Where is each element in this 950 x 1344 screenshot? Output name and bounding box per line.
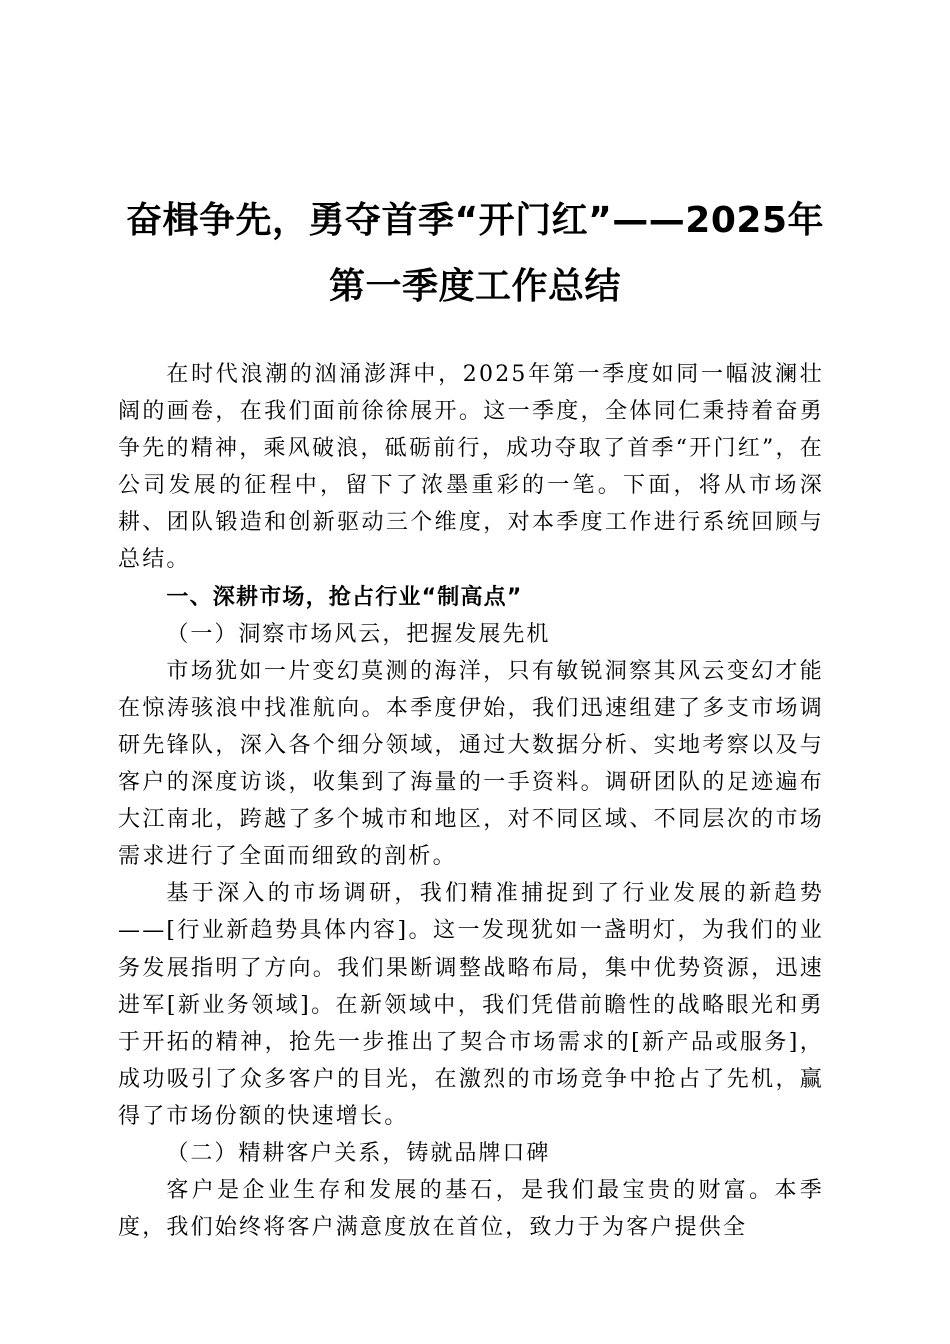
body-paragraph: 客户是企业生存和发展的基石，是我们最宝贵的财富。本季度，我们始终将客户满意度放在首位，致力于为客户提供全 xyxy=(118,1178,824,1241)
document-body xyxy=(118,356,824,1246)
intro-paragraph: 在时代浪潮的汹涌澎湃中，2025年第一季度如同一幅波澜壮阔的画卷，在我们面前徐徐展开。这一季度，全体同仁秉持着奋勇争先的精神，乘风破浪，砥砺前行，成功夺取了首季“开门红”，在公司发展的征程中，留下了浓墨重彩的一笔。下面，将从市场深耕、团队锻造和创新驱动三个维度，对本季度工作进行系统回顾与总结。 xyxy=(118,362,824,573)
body-paragraph: 市场犹如一片变幻莫测的海洋，只有敏锐洞察其风云变幻才能在惊涛骇浪中找准航向。本季度伊始，我们迅速组建了多支市场调研先锋队，深入各个细分领域，通过大数据分析、实地考察以及与客户的深度访谈，收集到了海量的一手资料。调研团队的足迹遍布大江南北，跨越了多个城市和地区，对不同区域、不同层次的市场需求进行了全面而细致的剖析。 xyxy=(118,658,824,870)
body-paragraph: 基于深入的市场调研，我们精准捕捉到了行业发展的新趋势——[行业新趋势具体内容]。这一发现犹如一盏明灯，为我们的业务发展指明了方向。我们果断调整战略布局，集中优势资源，迅速进军[新业务领域]。在新领域中，我们凭借前瞻性的战略眼光和勇于开拓的精神，抢先一步推出了契合市场需求的[新产品或服务]，成功吸引了众多客户的目光，在激烈的市场竞争中抢占了先机，赢得了市场份额的快速增长。 xyxy=(118,881,824,1129)
subsection-heading: （二）精耕客户关系，铸就品牌口碑 xyxy=(166,1140,551,1166)
document-title-line-2: 第一季度工作总结 xyxy=(328,266,621,307)
subsection-heading: （一）洞察市场风云，把握发展先机 xyxy=(166,621,551,647)
document-title-line-1: 奋楫争先，勇夺首季“开门红”——2025年 xyxy=(125,200,825,241)
section-heading: 一、深耕市场，抢占行业“制高点” xyxy=(166,584,523,610)
